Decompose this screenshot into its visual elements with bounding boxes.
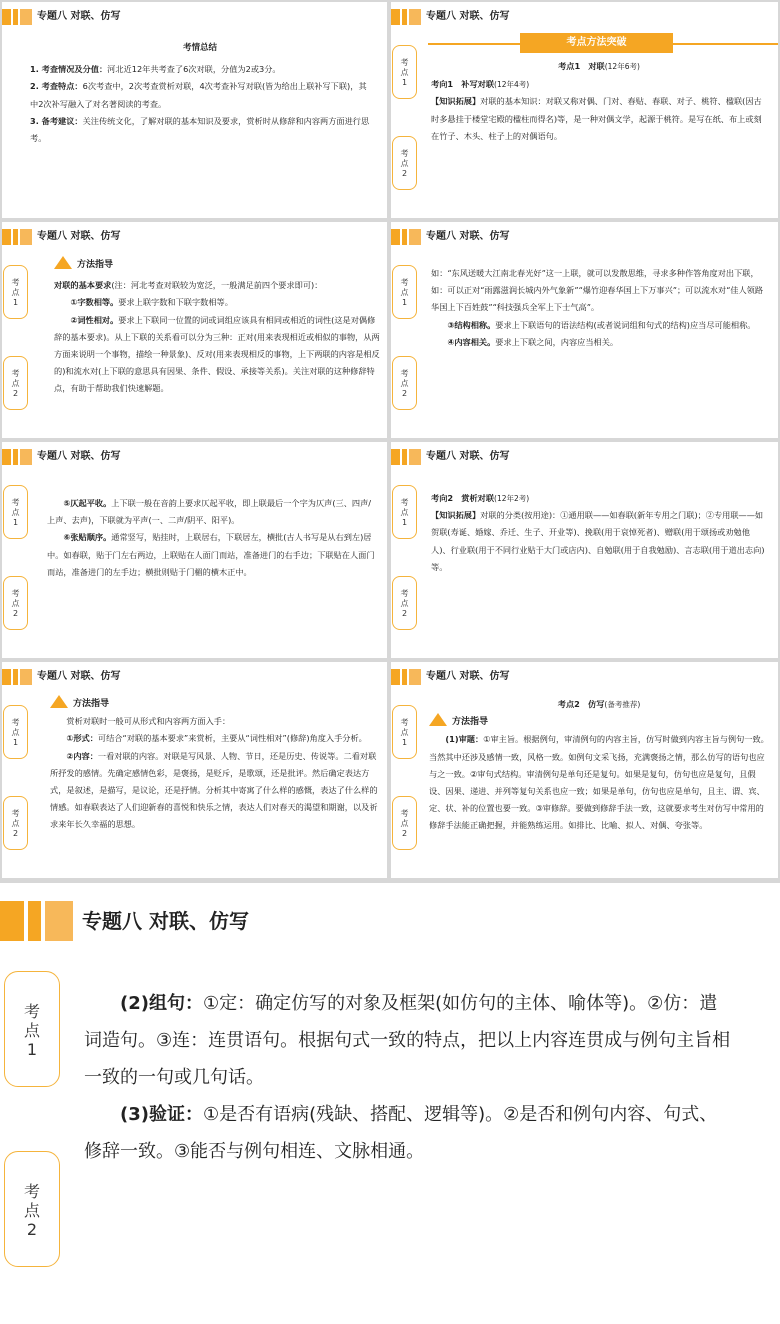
slide-7 xyxy=(2,662,387,878)
compose-item: (2)组句：①定：确定仿写的对象及框架(如仿句的主体、喻体等)。②仿：遣词造句。③连：连贯语句。根据句式一致的特点，把以上内容连贯成与例句主旨相一致的一句或几句话。 xyxy=(84,993,731,1088)
side-tab-point-2[interactable]: 考 点 2 xyxy=(3,796,28,850)
req-2: ②词性相对。要求上下联同一位置的词或词组应该具有相同或相近的词性(这是对偶修辞的基本要求)。从上下联的关系看可以分为三种：正对(用来表现相近或相似的事物，从两方面来说明一个事物，描绘一种景象)、反对(用来表现相反的事物，上下两联的内容是相反的)和流水对(上下联的意思具有因果、条件、假设、承接等关系)。关注对联的这种修辞特点，有助于帮助我们快速解题。 xyxy=(54,314,380,394)
side-tab-point-2[interactable]: 考 点 2 xyxy=(4,1151,60,1267)
slide-5 xyxy=(2,442,387,658)
method-banner: 考点方法突破 xyxy=(520,33,673,53)
slide-8 xyxy=(391,662,778,878)
method-guide-heading: 方法指导 xyxy=(429,713,769,731)
triangle-icon xyxy=(54,256,72,269)
side-tab-point-1[interactable]: 考 点 1 xyxy=(392,705,417,759)
slide-2 xyxy=(391,2,778,218)
direction-heading: 考向1 补写对联(12年4考) xyxy=(431,79,530,90)
slide-title: 专题八 对联、仿写 xyxy=(37,11,121,22)
basic-requirements: 对联的基本要求(注：河北考查对联较为宽泛，一般满足前四个要求即可)： xyxy=(54,280,323,291)
side-tab-point-1[interactable]: 考 点 1 xyxy=(3,705,28,759)
summary-item-2: 2. 考查特点：6次考查中，2次考查赏析对联，4次考查补写对联(皆为给出上联补写下联)，其中2次补写融入了对名著阅读的考查。 xyxy=(30,81,367,109)
triangle-icon xyxy=(50,695,68,708)
slide-header xyxy=(391,9,778,25)
side-tab-point-1[interactable]: 考 点 1 xyxy=(3,485,28,539)
side-tab-point-2[interactable]: 考 点 2 xyxy=(392,136,417,190)
side-tab-point-2[interactable]: 考 点 2 xyxy=(3,576,28,630)
method-guide-heading: 方法指导 xyxy=(54,256,380,274)
direction-heading: 考向2 赏析对联(12年2考) xyxy=(431,493,530,503)
slide-title: 专题八 对联、仿写 xyxy=(82,909,249,933)
triangle-icon xyxy=(429,713,447,726)
slide-header xyxy=(2,669,387,685)
slide-6 xyxy=(391,442,778,658)
req-4: ④内容相关。要求上下联之间，内容应当相关。 xyxy=(447,336,619,347)
side-tab-point-1[interactable]: 考 点 1 xyxy=(392,265,417,319)
side-tab-point-1[interactable]: 考 点 1 xyxy=(392,485,417,539)
slide-header xyxy=(0,901,780,941)
slide-1 xyxy=(2,2,387,218)
req-6: ⑥张贴顺序。通常竖写，贴挂时，上联居右，下联居左，横批(古人书写是从右到左)居中。如春联，贴于门左右两边，上联贴在人面门而站，准备进门的右手边；下联贴在人面门而站，准备进门的左手边；横批则贴于门楣的横木正中。 xyxy=(47,532,375,577)
slide-header xyxy=(391,669,778,685)
slide-title: 专题八 对联、仿写 xyxy=(426,231,510,242)
slide-header xyxy=(2,229,387,245)
slide-title: 专题八 对联、仿写 xyxy=(426,451,510,462)
slide-header xyxy=(2,9,387,25)
slide-title: 专题八 对联、仿写 xyxy=(37,231,121,242)
example-text: 如：“东风送暖大江南北春光好”这一上联，就可以发散思维，寻求多种作答角度对出下联，如：可以正对“雨露滋润长城内外气象新”“爆竹迎春华国上下万事兴”；可以流水对“佳人领路华国上下百姓鼓”“科技强兵全军上下士气高”。 xyxy=(431,268,764,313)
side-tab-point-2[interactable]: 考 点 2 xyxy=(392,356,417,410)
content-item: ②内容：一看对联的内容。对联是写风景、人物、节日，还是历史、传说等。二看对联所抒发的感情。先确定感情色彩，是褒扬，是贬斥，是歌颂，还是批评。然后确定表达方式，是叙述，是描写，是议论，还是抒情。分析其中寄寓了什么样的感慨，表达了什么样的情感。如春联表达了人们迎新春的喜悦和快乐之情，表达人们对春天的渴望和期谢，以及祈求来年长久幸福的思想。 xyxy=(50,750,378,830)
summary-item-3: 3. 备考建议：关注传统文化，了解对联的基本知识及要求，赏析时从修辞和内容两方面进行思考。 xyxy=(30,115,370,144)
req-3: ③结构相称。要求上下联语句的语法结构(或者说词组和句式的结构)应当尽可能相称。 xyxy=(447,319,756,330)
slide-title: 专题八 对联、仿写 xyxy=(426,11,510,22)
slide-header xyxy=(2,449,387,465)
slide-title: 专题八 对联、仿写 xyxy=(37,671,121,682)
req-1: ①字数相等。要求上联字数和下联字数相等。 xyxy=(70,297,233,308)
point-heading: 考点1 对联(12年6考) xyxy=(558,61,640,71)
review-item: (1)审题：①审主旨。根据例句，审清例句的内容主旨，仿写时做到内容主旨与例句一致。当然其中还涉及感情一致，风格一致。如例句文采飞扬，充满褒扬之情，那么仿写的语句也应与之一致。②审句式结构。审清例句是单句还是复句。如果是复句，仿句也应是复句，且假设、因果、递进、并列等复句关系也应一致；如果是单句，仿句也应是单句，且主、谓、宾、定、状、补的位置也要一致。③审修辞。要做到修辞手法一致，这就要求考生对仿写中常用的修辞手法能正确把握，并能熟练运用。如排比、比喻、拟人、对偶、夸张等。 xyxy=(429,734,769,831)
slide-4 xyxy=(391,222,778,438)
side-tab-point-2[interactable]: 考 点 2 xyxy=(392,576,417,630)
method-guide-heading: 方法指导 xyxy=(50,695,380,713)
slide-header xyxy=(391,229,778,245)
side-tab-point-1[interactable]: 考 点 1 xyxy=(3,265,28,319)
side-tab-point-2[interactable]: 考 点 2 xyxy=(392,796,417,850)
slide-3 xyxy=(2,222,387,438)
form-item: ①形式：可结合“对联的基本要求”来赏析，主要从“词性相对”(修辞)角度入手分析。 xyxy=(66,733,367,744)
intro-text: 赏析对联时一般可从形式和内容两方面入手： xyxy=(66,716,231,727)
slide-9 xyxy=(0,883,780,1324)
slide-title: 专题八 对联、仿写 xyxy=(37,451,121,462)
side-tab-point-1[interactable]: 考 点 1 xyxy=(4,971,60,1087)
point-heading: 考点2 仿写(备考推荐) xyxy=(557,699,641,709)
summary-item-1: 1. 考查情况及分值：河北近12年共考查了6次对联，分值为2或3分。 xyxy=(30,64,281,75)
side-tab-point-1[interactable]: 考 点 1 xyxy=(392,45,417,99)
verify-item: (3)验证：①是否有语病(残缺、搭配、逻辑等)。②是否和例句内容、句式、修辞一致。③能否与例句相连、文脉相通。 xyxy=(84,1104,718,1162)
knowledge-ext: 【知识拓展】对联的基本知识：对联又称对偶、门对、春贴、春联、对子、桃符、楹联(因古时多悬挂于楼堂宅殿的楹柱而得名)等，是一种对偶文学，起源于桃符。是写在纸、布上或刻在竹子、木头、柱子上的对偶语句。 xyxy=(431,96,762,141)
slide-title: 专题八 对联、仿写 xyxy=(426,671,510,682)
side-tab-point-2[interactable]: 考 点 2 xyxy=(3,356,28,410)
summary-title: 考情总结 xyxy=(182,43,217,53)
slide-header xyxy=(391,449,778,465)
req-5: ⑤仄起平收。上下联一般在音韵上要求仄起平收，即上联最后一个字为仄声(三、四声/上声、去声)，下联就为平声(一、二声/阴平、阳平)。 xyxy=(47,498,372,526)
knowledge-ext: 【知识拓展】对联的分类(按用途)：①通用联——如春联(新年专用之门联)；②专用联——如贺联(寿诞、婚嫁、乔迁、生子、开业等)、挽联(用于哀悼死者)、赠联(用于颂扬或劝勉他人)、行业联(用于不同行业贴于大门或店内)、自勉联(用于自我勉励)、言志联(用于道出志向)等。 xyxy=(431,510,765,572)
